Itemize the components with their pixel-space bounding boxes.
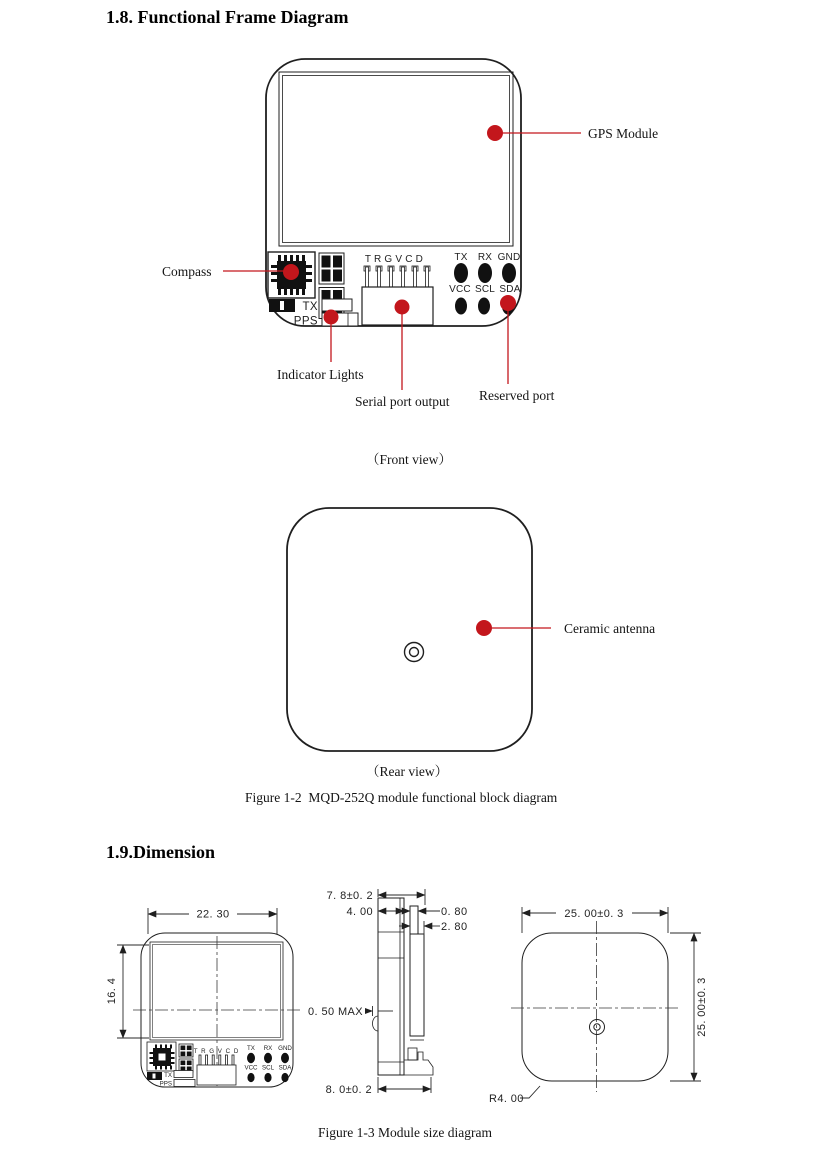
pad-vcc — [455, 298, 467, 315]
pad-scl — [478, 298, 490, 315]
dim-side-bump — [373, 1016, 379, 1031]
pad-label-sda: SDA — [499, 284, 521, 295]
led-pps-label: PPS — [293, 315, 318, 328]
dim-rear-drawing — [489, 907, 708, 1105]
pad-label-vcc: VCC — [449, 284, 471, 295]
dim-led-tx-label: TX — [164, 1072, 172, 1079]
pad-tx — [454, 263, 468, 283]
dim-front-connector-blocks — [179, 1044, 193, 1072]
dim-rear-height: 25. 00±0. 3 — [696, 977, 708, 1037]
pad-label-rx: RX — [477, 252, 493, 263]
dim-front-drawing — [106, 908, 301, 1088]
dim-pad-label-tx: TX — [247, 1045, 255, 1052]
pad-rx — [478, 263, 492, 283]
dim-pad-label-sda: SDA — [278, 1064, 292, 1072]
dim-side-antenna-depth: 2. 80 — [441, 921, 468, 933]
dim-rear-width: 25. 00±0. 3 — [564, 908, 624, 920]
section-heading-1-9: 1.9.Dimension — [106, 842, 216, 862]
gps-shield-outer — [279, 72, 513, 246]
callout-compass: Compass — [162, 264, 212, 279]
serial-callout-dot-icon — [395, 300, 410, 315]
dim-pad-label-scl: SCL — [261, 1064, 275, 1072]
callout-serial-port-output: Serial port output — [355, 394, 450, 409]
pad-label-scl: SCL — [474, 284, 496, 295]
compass-callout-dot-icon — [283, 264, 299, 280]
dim-led-pps-label: PPS — [159, 1080, 172, 1088]
dim-side-overall: 7. 8±0. 2 — [326, 890, 373, 902]
callout-indicator-lights: Indicator Lights — [277, 367, 364, 382]
dim-pad-label-vcc: VCC — [244, 1064, 258, 1072]
serial-connector-pins — [364, 266, 430, 287]
gps-shield-inner — [283, 76, 510, 243]
callout-ceramic-antenna: Ceramic antenna — [564, 621, 656, 636]
dim-front-pads — [244, 1045, 292, 1082]
dim-front-compass — [147, 1042, 176, 1071]
reserved-callout-dot-icon — [500, 295, 516, 311]
dim-front-height: 16. 4 — [106, 977, 118, 1005]
antenna-feed-inner — [410, 648, 419, 657]
dim-side-antenna — [410, 934, 424, 1036]
serial-connector — [362, 254, 433, 325]
dim-pad-label-gnd: GND — [278, 1045, 292, 1052]
dim-side-drawing — [308, 889, 467, 1096]
pad-label-gnd: GND — [497, 252, 521, 263]
front-view-caption: （Front view） — [366, 452, 452, 467]
dim-front-serial — [194, 1048, 240, 1085]
dim-side-bottom: 8. 0±0. 2 — [325, 1084, 372, 1096]
tx-led — [322, 299, 352, 311]
section-heading-1-8: 1.8. Functional Frame Diagram — [106, 7, 349, 27]
front-view-drawing — [223, 59, 581, 390]
callout-reserved-port: Reserved port — [479, 388, 555, 403]
callout-gps-module: GPS Module — [588, 126, 659, 141]
pad-gnd — [502, 263, 516, 283]
antenna-feed-outer — [405, 643, 424, 662]
rear-view-caption: （Rear view） — [366, 764, 449, 779]
connector-block-top — [319, 253, 344, 284]
rear-view-drawing — [287, 508, 551, 751]
dim-rear-feed-outer — [590, 1020, 605, 1035]
serial-pins-label: T R G V C D — [364, 254, 424, 265]
dim-side-gap: 0. 80 — [441, 906, 468, 918]
dim-rear-radius: R4. 00 — [489, 1093, 524, 1105]
pad-label-tx: TX — [454, 252, 468, 263]
dim-side-board: 4. 00 — [346, 906, 373, 918]
indicator-leds — [269, 299, 358, 328]
figure-1-3-caption: Figure 1-3 Module size diagram — [318, 1125, 492, 1140]
dim-front-shield — [150, 942, 283, 1040]
dim-serial-pins-label: T R G V C D — [193, 1048, 240, 1055]
dim-side-bump-max: 0. 50 MAX — [308, 1006, 363, 1018]
dim-pad-label-rx: RX — [263, 1045, 273, 1052]
dim-rear-outline — [522, 933, 668, 1081]
antenna-callout-dot-icon — [476, 620, 492, 636]
dim-side-antenna-pin — [410, 906, 418, 934]
led-tx-label: TX — [302, 301, 318, 313]
figure-1-2-caption: Figure 1-2 MQD-252Q module functional block diagram — [245, 790, 558, 805]
gps-callout-dot-icon — [487, 125, 503, 141]
indicator-callout-dot-icon — [324, 310, 339, 325]
module-outline-rear — [287, 508, 532, 751]
dim-rear-feed-inner — [594, 1024, 600, 1030]
dim-front-width: 22. 30 — [196, 908, 230, 921]
